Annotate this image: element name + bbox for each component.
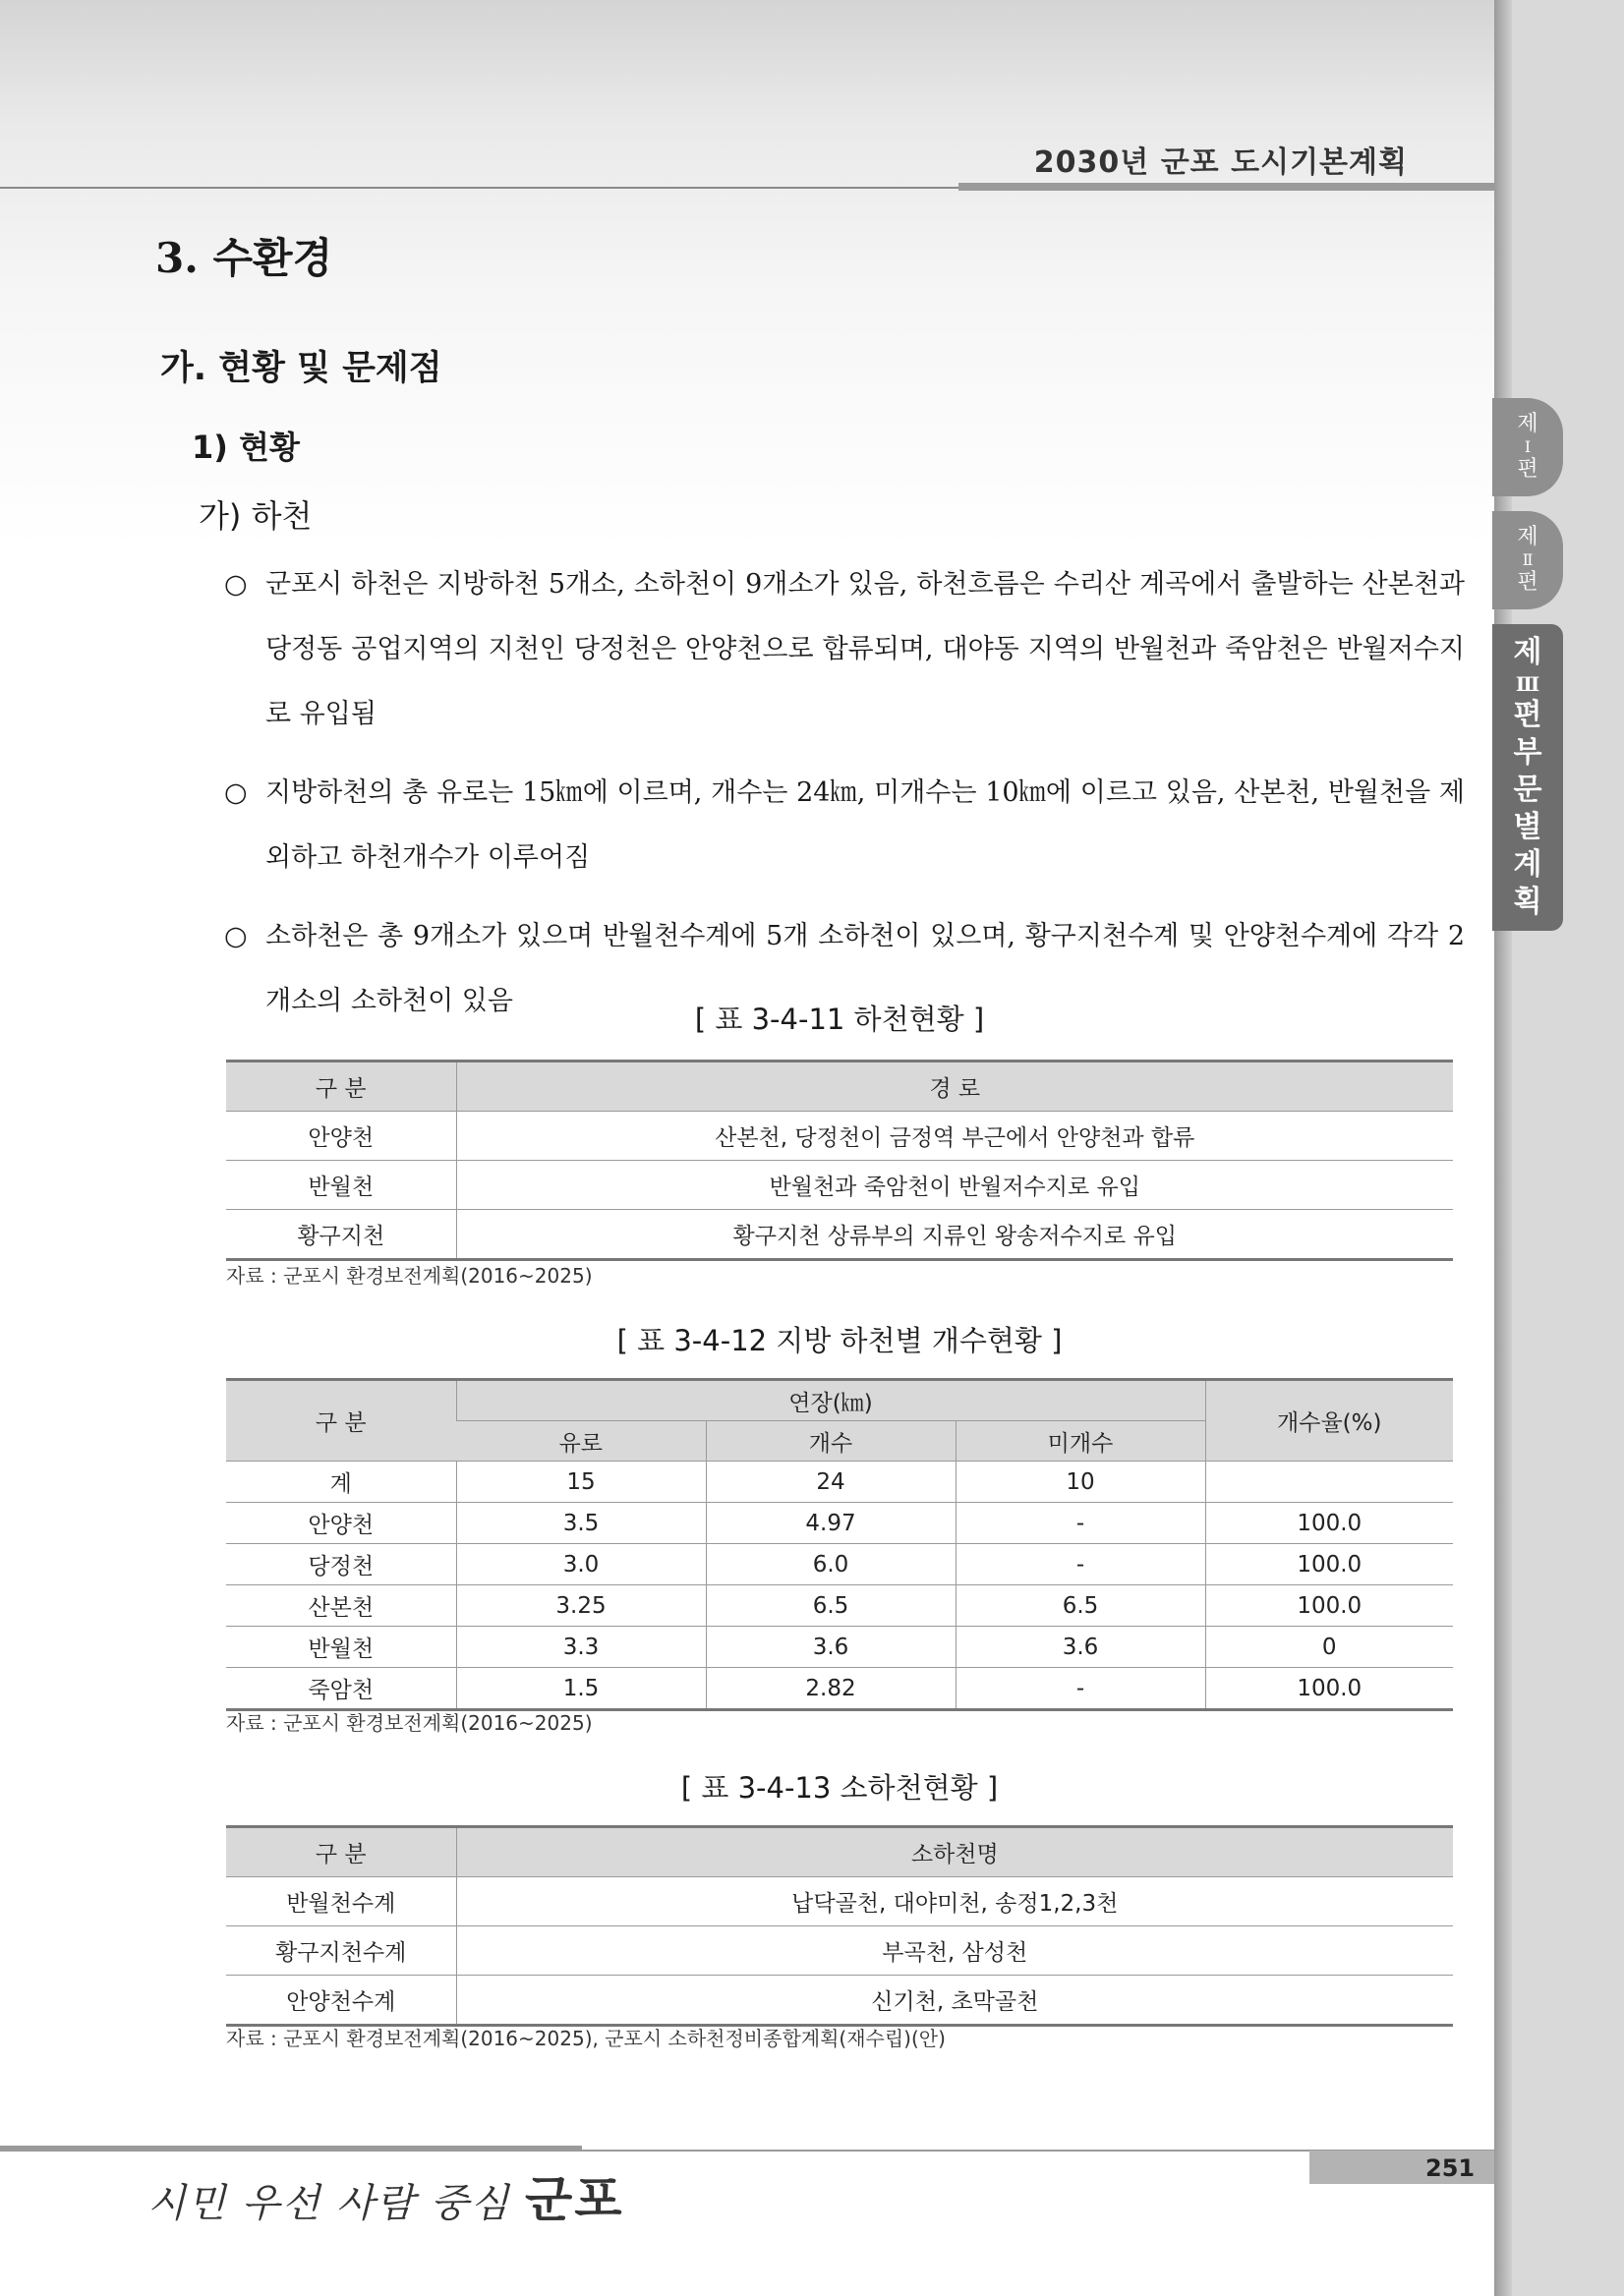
slogan-city: 군포	[524, 2170, 624, 2228]
side-tab-char: 제	[1513, 635, 1542, 669]
table-cell: 반월천수계	[226, 1877, 456, 1926]
table-source-note: 자료 : 군포시 환경보전계획(2016~2025)	[226, 1711, 593, 1735]
table-row	[226, 1877, 1453, 1926]
bullet-item	[224, 552, 1465, 747]
circle-bullet-icon: ○	[224, 921, 248, 951]
table-cell: 3.6	[956, 1627, 1205, 1668]
column-group-header: 연장(㎞)	[456, 1380, 1205, 1421]
table-source-note: 자료 : 군포시 환경보전계획(2016~2025)	[226, 1264, 593, 1288]
column-header: 구 분	[226, 1380, 456, 1462]
subsection-heading: 가. 현황 및 문제점	[160, 349, 442, 388]
table-cell: 15	[456, 1462, 706, 1503]
side-tab-roman: Ⅰ	[1524, 437, 1532, 457]
table-row	[226, 1210, 1453, 1260]
bullet-item	[224, 761, 1465, 890]
table-row	[226, 1544, 1453, 1585]
table-cell: 100.0	[1205, 1668, 1453, 1710]
table-cell: -	[956, 1503, 1205, 1544]
table-cell: 100.0	[1205, 1585, 1453, 1627]
table-cell: -	[956, 1544, 1205, 1585]
table-cell: 계	[226, 1462, 456, 1503]
bullet-text: 소하천은 총 9개소가 있으며 반월천수계에 5개 소하천이 있으며, 황구지천수계 및 안양천수계에 각각 2개소의 소하천이 있음	[265, 921, 1465, 1016]
header-rule	[0, 187, 958, 189]
table-cell: 3.5	[456, 1503, 706, 1544]
side-tab-part-1[interactable]	[1492, 398, 1563, 496]
table-row	[226, 1161, 1453, 1210]
table-cell: 반월천	[226, 1627, 456, 1668]
river-improvement-table	[226, 1378, 1453, 1711]
table-cell: 납닥골천, 대야미천, 송정1,2,3천	[456, 1877, 1453, 1926]
table-source-note: 자료 : 군포시 환경보전계획(2016~2025), 군포시 소하천정비종합계획(재수립)(안)	[226, 2027, 946, 2050]
footer-rule	[0, 2150, 1494, 2152]
column-header: 소하천명	[456, 1827, 1453, 1877]
table-cell: 신기천, 초막골천	[456, 1976, 1453, 2026]
table-cell: 6.0	[706, 1544, 956, 1585]
side-tab-char: 제	[1517, 412, 1538, 437]
column-header: 유로	[456, 1421, 706, 1462]
table-row	[226, 1112, 1453, 1161]
table-cell: 안양천	[226, 1112, 456, 1161]
table-cell: -	[956, 1668, 1205, 1710]
side-tab-part-2[interactable]	[1492, 511, 1563, 609]
table-cell: 24	[706, 1462, 956, 1503]
side-tab-char: 획	[1513, 885, 1542, 919]
column-header: 경 로	[456, 1062, 1453, 1112]
table-row	[226, 1462, 1453, 1503]
circle-bullet-icon: ○	[224, 569, 248, 600]
column-header: 미개수	[956, 1421, 1205, 1462]
table-cell: 안양천	[226, 1503, 456, 1544]
document-header-title: 2030년 군포 도시기본계획	[1033, 145, 1408, 180]
subsection-heading-3: 가) 하천	[199, 497, 313, 535]
table-caption: [ 표 3-4-11 하천현황 ]	[694, 1003, 985, 1036]
table-cell: 0	[1205, 1627, 1453, 1668]
side-tab-char: 편	[1517, 456, 1538, 482]
table-cell: 반월천	[226, 1161, 456, 1210]
table-cell	[1205, 1462, 1453, 1503]
side-tab-roman: Ⅲ	[1515, 672, 1540, 696]
city-slogan	[147, 2160, 624, 2231]
table-row	[226, 1668, 1453, 1710]
table-row	[226, 1627, 1453, 1668]
table-cell: 3.25	[456, 1585, 706, 1627]
table-row	[226, 1585, 1453, 1627]
small-river-table	[226, 1825, 1453, 2027]
table-cell: 4.97	[706, 1503, 956, 1544]
table-cell: 산본천, 당정천이 금정역 부근에서 안양천과 합류	[456, 1112, 1453, 1161]
river-status-table	[226, 1060, 1453, 1261]
subsection-heading-2: 1) 현황	[192, 429, 300, 466]
column-header: 개수율(%)	[1205, 1380, 1453, 1462]
page-number: 251	[1425, 2154, 1476, 2182]
table-cell: 3.0	[456, 1544, 706, 1585]
section-heading: 3. 수환경	[155, 234, 333, 282]
bullet-text: 군포시 하천은 지방하천 5개소, 소하천이 9개소가 있음, 하천흐름은 수리산 계곡에서 출발하는 산본천과 당정동 공업지역의 지천인 당정천은 안양천으로 합류되며, 대야동 지역의 반월천과 죽암천은 반월저수지로 유입됨	[265, 569, 1465, 729]
side-tab-char: 제	[1517, 525, 1538, 550]
table-row	[226, 1926, 1453, 1976]
side-tab-char: 별	[1513, 810, 1542, 844]
table-cell: 부곡천, 삼성천	[456, 1926, 1453, 1976]
header-bar	[958, 183, 1494, 191]
column-header: 개수	[706, 1421, 956, 1462]
column-header: 구 분	[226, 1062, 456, 1112]
table-cell: 2.82	[706, 1668, 956, 1710]
table-cell: 10	[956, 1462, 1205, 1503]
table-caption: [ 표 3-4-13 소하천현황 ]	[680, 1771, 999, 1805]
table-cell: 3.3	[456, 1627, 706, 1668]
table-cell: 황구지천	[226, 1210, 456, 1260]
side-tab-char: 편	[1513, 698, 1542, 732]
table-cell: 6.5	[706, 1585, 956, 1627]
table-cell: 6.5	[956, 1585, 1205, 1627]
table-row	[226, 1503, 1453, 1544]
table-cell: 1.5	[456, 1668, 706, 1710]
right-margin	[1512, 0, 1624, 2296]
bullet-list	[224, 552, 1465, 1048]
table-cell: 반월천과 죽암천이 반월저수지로 유입	[456, 1161, 1453, 1210]
page-edge-shadow	[1494, 0, 1512, 2296]
table-cell: 죽암천	[226, 1668, 456, 1710]
side-tab-part-3-active[interactable]	[1492, 624, 1563, 931]
table-caption: [ 표 3-4-12 지방 하천별 개수현황 ]	[616, 1324, 1063, 1357]
table-cell: 황구지천 상류부의 지류인 왕송저수지로 유입	[456, 1210, 1453, 1260]
slogan-text: 시민 우선 사람 중심	[147, 2181, 511, 2226]
table-cell: 100.0	[1205, 1503, 1453, 1544]
table-row	[226, 1976, 1453, 2026]
side-tab-char: 문	[1513, 773, 1542, 807]
table-cell: 황구지천수계	[226, 1926, 456, 1976]
table-cell: 산본천	[226, 1585, 456, 1627]
side-tab-roman: Ⅱ	[1522, 550, 1534, 570]
table-cell: 100.0	[1205, 1544, 1453, 1585]
column-header: 구 분	[226, 1827, 456, 1877]
circle-bullet-icon: ○	[224, 777, 248, 808]
side-tab-char: 계	[1513, 847, 1542, 882]
bullet-text: 지방하천의 총 유로는 15㎞에 이르며, 개수는 24㎞, 미개수는 10㎞에 이르고 있음, 산본천, 반월천을 제외하고 하천개수가 이루어짐	[265, 777, 1465, 873]
table-cell: 안양천수계	[226, 1976, 456, 2026]
table-cell: 당정천	[226, 1544, 456, 1585]
side-tab-char: 편	[1517, 569, 1538, 595]
side-tab-char: 부	[1513, 735, 1542, 770]
table-cell: 3.6	[706, 1627, 956, 1668]
